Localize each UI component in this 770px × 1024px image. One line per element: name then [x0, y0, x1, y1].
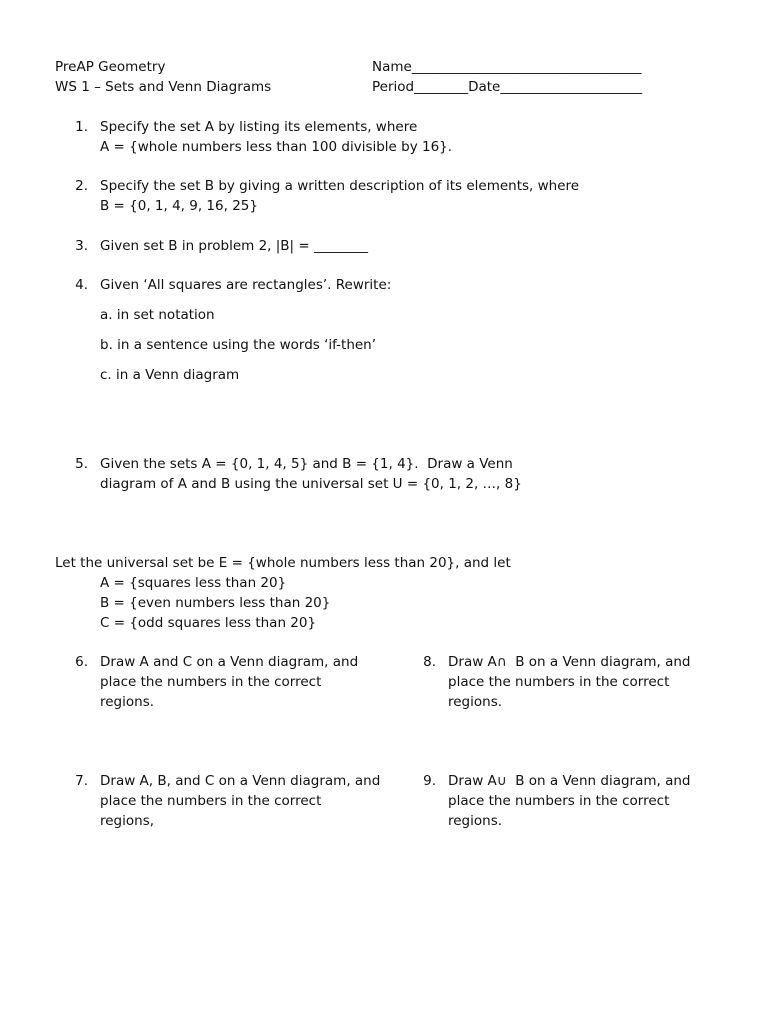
question-4b: b. in a sentence using the words ‘if-then’ [100, 337, 377, 353]
question-number-4: 4. [75, 277, 88, 293]
question-6-line-1: Draw A and C on a Venn diagram, and [100, 654, 359, 670]
question-6-line-2: place the numbers in the correct [100, 674, 322, 690]
question-9-line-2: place the numbers in the correct [448, 793, 670, 809]
question-2-text: Specify the set B by giving a written description of its elements, where [100, 178, 580, 194]
question-1-set: A = {whole numbers less than 100 divisible by 16}. [100, 139, 453, 155]
question-1-text: Specify the set A by listing its elements, where [100, 119, 418, 135]
question-number-3: 3. [75, 238, 88, 254]
period-date-line: Period________Date_____________________ [372, 79, 643, 95]
question-2-set: B = {0, 1, 4, 9, 16, 25} [100, 198, 258, 214]
question-9-line-3: regions. [448, 813, 503, 829]
question-9-line-1: Draw A∪ B on a Venn diagram, and [448, 773, 691, 789]
question-number-8: 8. [423, 654, 436, 670]
question-number-6: 6. [75, 654, 88, 670]
universal-set-intro: Let the universal set be E = {whole numbers less than 20}, and let [55, 555, 511, 571]
question-5-text: Given the sets A = {0, 1, 4, 5} and B = {1, 4}. Draw a Venn [100, 456, 513, 472]
question-number-1: 1. [75, 119, 88, 135]
question-7-line-1: Draw A, B, and C on a Venn diagram, and [100, 773, 381, 789]
question-number-7: 7. [75, 773, 88, 789]
question-6-line-3: regions. [100, 694, 155, 710]
question-8-line-3: regions. [448, 694, 503, 710]
question-4c: c. in a Venn diagram [100, 367, 240, 383]
worksheet-title: WS 1 – Sets and Venn Diagrams [55, 79, 272, 95]
question-number-2: 2. [75, 178, 88, 194]
set-b-definition: B = {even numbers less than 20} [100, 595, 331, 611]
course-title: PreAP Geometry [55, 59, 166, 75]
question-4-text: Given ‘All squares are rectangles’. Rewrite: [100, 277, 392, 293]
question-number-9: 9. [423, 773, 436, 789]
set-a-definition: A = {squares less than 20} [100, 575, 287, 591]
question-4a: a. in set notation [100, 307, 215, 323]
question-number-5: 5. [75, 456, 88, 472]
name-line: Name__________________________________ [372, 59, 642, 75]
question-7-line-2: place the numbers in the correct [100, 793, 322, 809]
set-c-definition: C = {odd squares less than 20} [100, 615, 317, 631]
question-3-text: Given set B in problem 2, |B| = ________ [100, 238, 369, 254]
question-8-line-1: Draw A∩ B on a Venn diagram, and [448, 654, 691, 670]
question-7-line-3: regions, [100, 813, 155, 829]
question-5-text-2: diagram of A and B using the universal set U = {0, 1, 2, …, 8} [100, 476, 522, 492]
question-8-line-2: place the numbers in the correct [448, 674, 670, 690]
